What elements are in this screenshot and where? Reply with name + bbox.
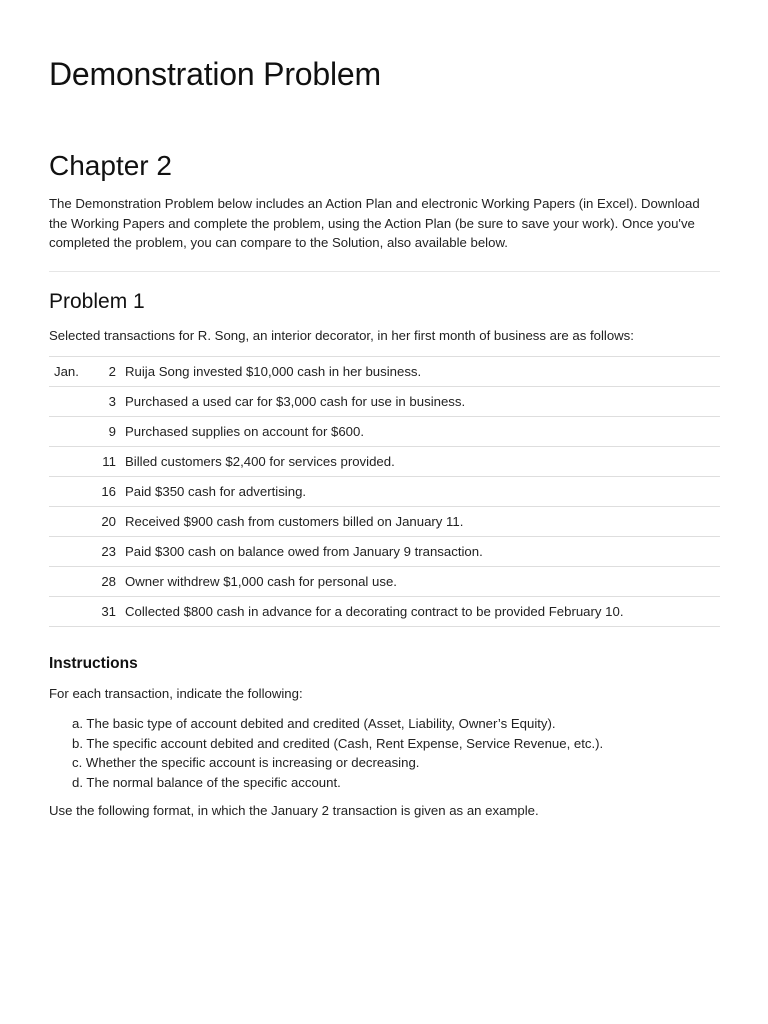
table-row — [49, 567, 720, 597]
problem-lead: Selected transactions for R. Song, an interior decorator, in her first month of business are as follows: — [49, 328, 634, 343]
description-cell: Billed customers $2,400 for services provided. — [125, 454, 395, 469]
table-row — [49, 357, 720, 387]
table-row — [49, 417, 720, 447]
day-cell: 3 — [108, 394, 116, 409]
day-cell: 16 — [101, 484, 116, 499]
intro-paragraph: The Demonstration Problem below includes an Action Plan and electronic Working Papers (in Excel). Download the Working Papers and complete the problem, using the Action Plan (be sure to save your work). Once you've completed the problem, you can compare to the Solution, also available below. — [49, 196, 700, 250]
description-cell: Received $900 cash from customers billed on January 11. — [125, 514, 464, 529]
description-cell: Purchased a used car for $3,000 cash for use in business. — [125, 394, 466, 409]
month-cell — [49, 387, 94, 417]
month-cell — [49, 507, 94, 537]
table-row — [49, 447, 720, 477]
month-cell — [49, 597, 94, 627]
instructions-heading: Instructions — [49, 655, 138, 672]
description-cell: Owner withdrew $1,000 cash for personal use. — [125, 574, 397, 589]
list-item: d. The normal balance of the specific account. — [72, 774, 341, 790]
problem-heading: Problem 1 — [49, 290, 145, 313]
month-cell — [49, 447, 94, 477]
day-cell: 23 — [101, 544, 116, 559]
description-cell: Ruija Song invested $10,000 cash in her business. — [125, 364, 422, 379]
table-row — [49, 507, 720, 537]
section-divider — [49, 271, 720, 272]
day-cell: 31 — [101, 604, 116, 619]
transactions-table — [49, 356, 720, 627]
description-cell: Purchased supplies on account for $600. — [125, 424, 364, 439]
month-cell — [49, 417, 94, 447]
month-cell — [49, 537, 94, 567]
list-item: a. The basic type of account debited and credited (Asset, Liability, Owner’s Equity). — [72, 716, 556, 731]
description-cell: Paid $300 cash on balance owed from January 9 transaction. — [125, 544, 483, 559]
day-cell: 9 — [108, 424, 116, 439]
table-row — [49, 477, 720, 507]
table-row — [49, 597, 720, 627]
list-item: c. Whether the specific account is increasing or decreasing. — [72, 755, 420, 770]
instructions-list — [72, 714, 603, 792]
chapter-heading: Chapter 2 — [49, 150, 172, 181]
day-cell: 20 — [101, 514, 116, 529]
day-cell: 28 — [101, 574, 116, 589]
table-row — [49, 537, 720, 567]
description-cell: Paid $350 cash for advertising. — [125, 484, 307, 499]
instructions-lead: For each transaction, indicate the following: — [49, 686, 303, 701]
month-cell: Jan. — [54, 364, 79, 379]
month-cell — [49, 477, 94, 507]
table-row — [49, 387, 720, 417]
page-title: Demonstration Problem — [49, 56, 381, 92]
month-cell — [49, 567, 94, 597]
day-cell: 11 — [102, 454, 116, 469]
day-cell: 2 — [108, 364, 116, 379]
list-item: b. The specific account debited and credited (Cash, Rent Expense, Service Revenue, etc.). — [72, 735, 604, 751]
description-cell: Collected $800 cash in advance for a decorating contract to be provided February 10. — [125, 604, 624, 619]
format-note: Use the following format, in which the January 2 transaction is given as an example. — [49, 803, 539, 818]
